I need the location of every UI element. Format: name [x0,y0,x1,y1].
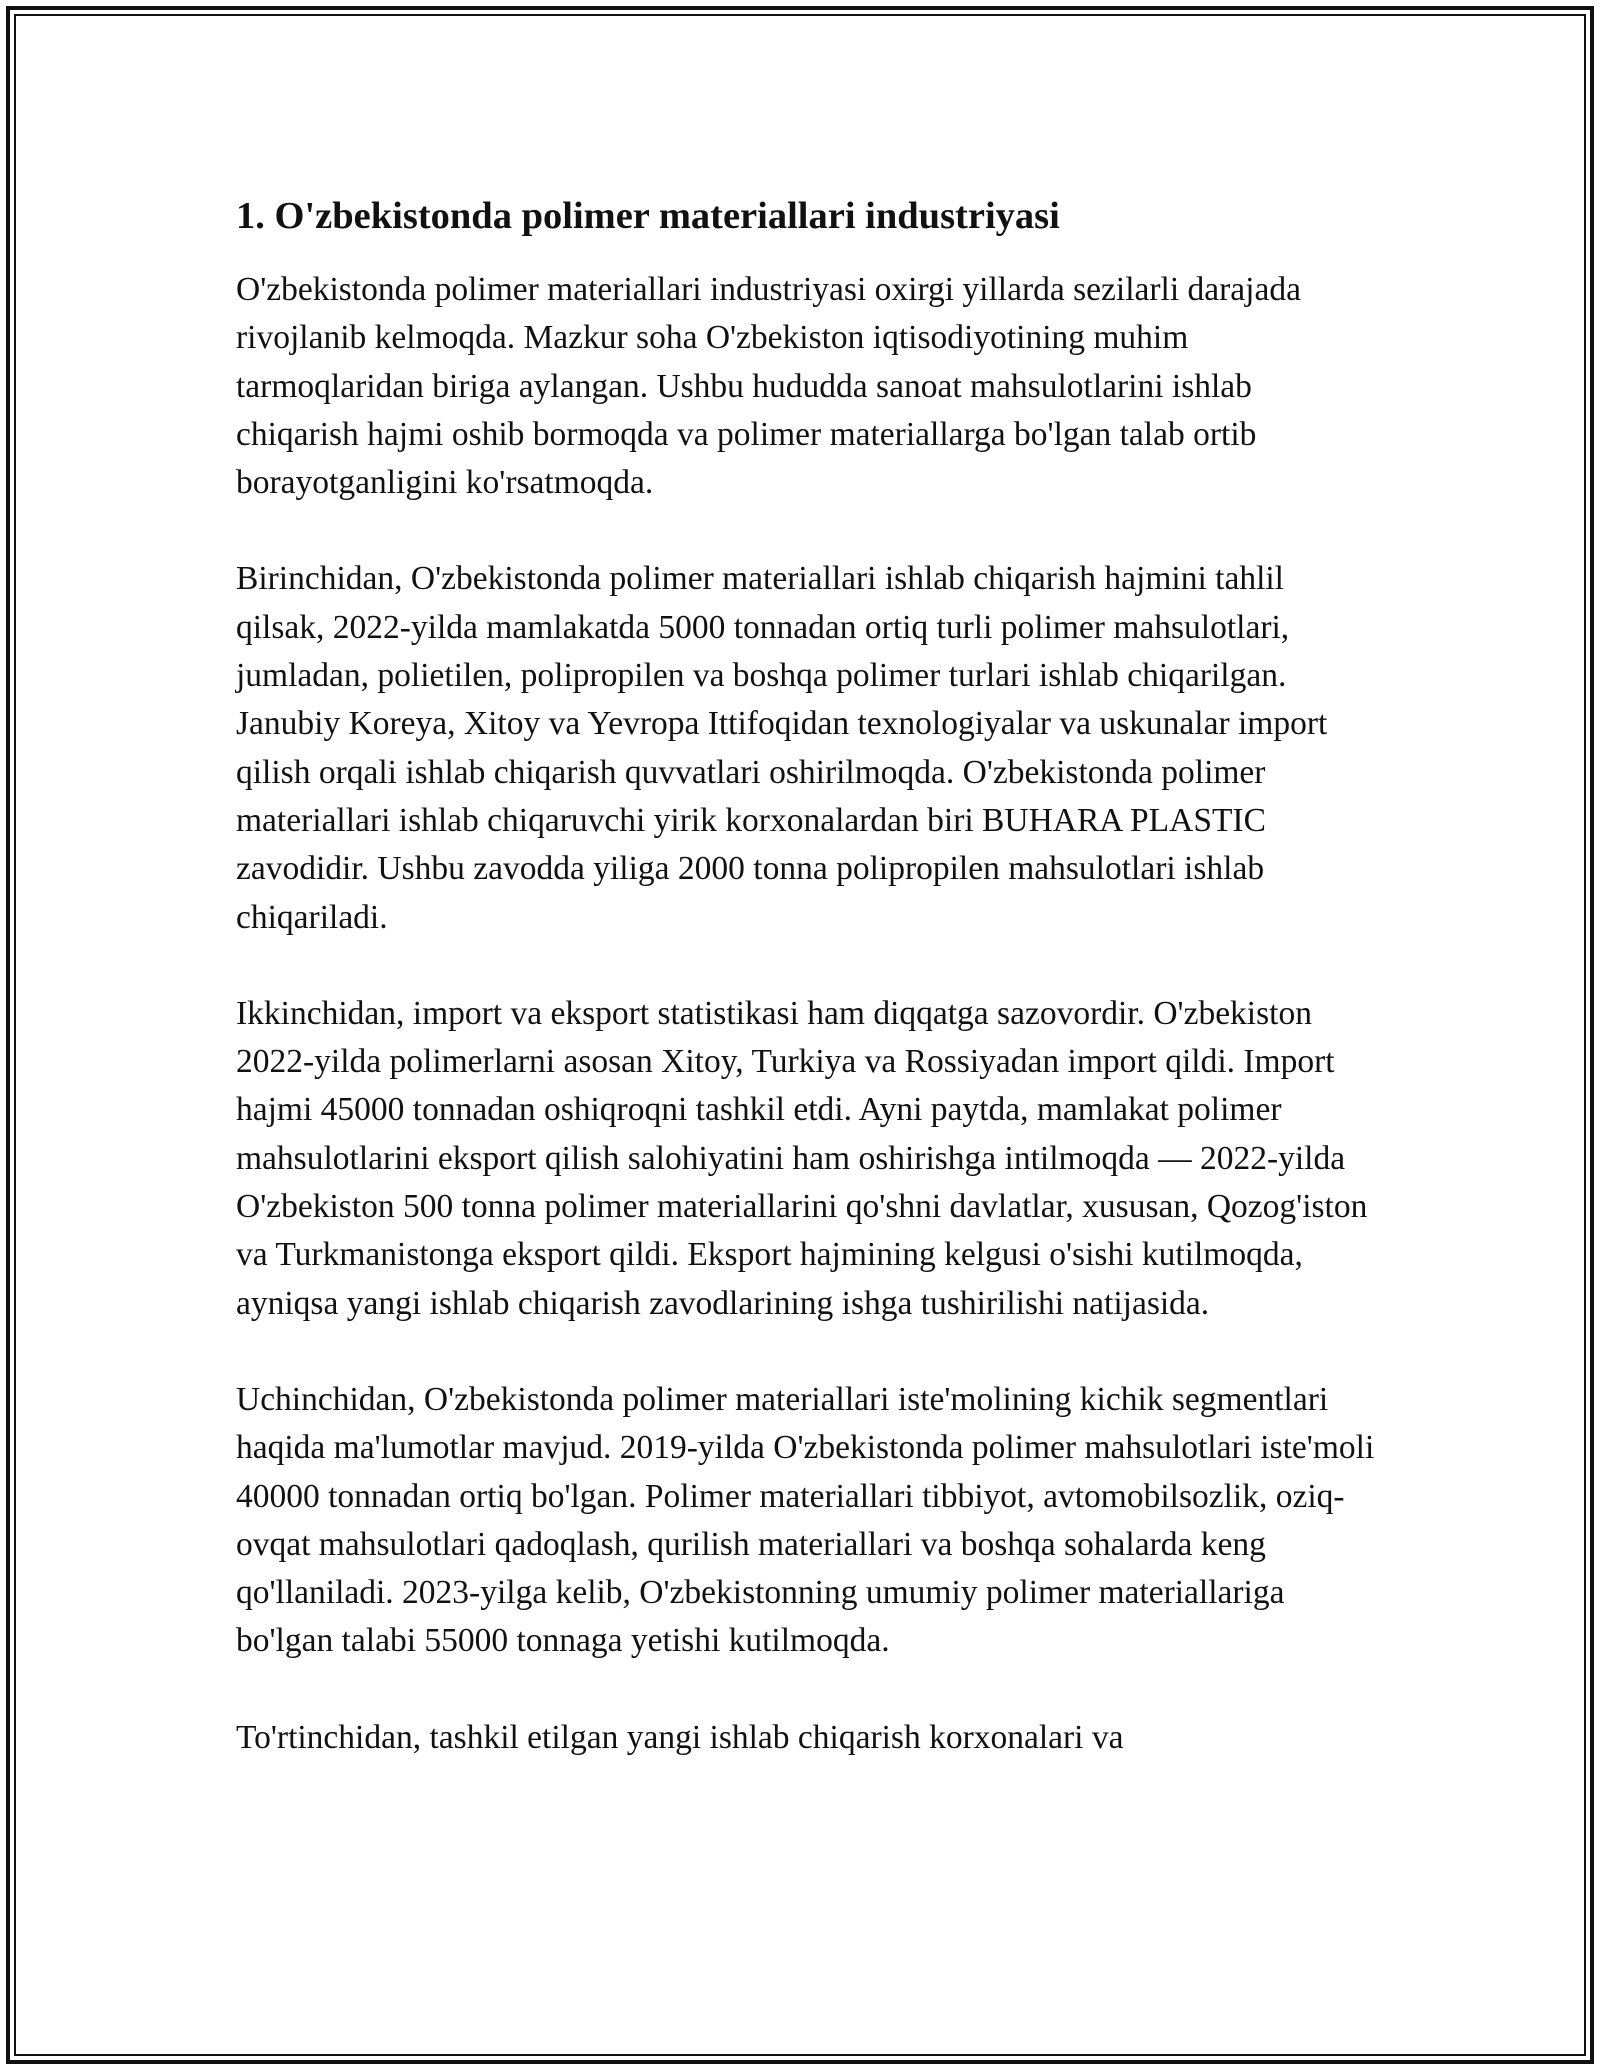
paragraph-fourth: To'rtinchidan, tashkil etilgan yangi ishlab chiqarish korxonalari va [236,1718,1124,1756]
paragraph-intro: O'zbekistonda polimer materiallari industriyasi oxirgi yillarda sezilarli darajada rivojlanib kelmoqda. Mazkur soha O'zbekiston iqtisodiyotining muhim tarmoqlaridan biriga aylangan. Ushbu hududda sanoat mahsulotlarini ishlab chiqarish hajmi oshib bormoqda va polimer materiallarga bo'lgan talab ortib borayotganligini ko'rsatmoqda. [236,271,1301,502]
paragraph-first: Birinchidan, O'zbekistonda polimer materiallari ishlab chiqarish hajmini tahlil qilsak, 2022-yilda mamlakatda 5000 tonnadan ortiq turli polimer mahsulotlari, jumladan, polietilen, polipropilen va boshqa polimer turlari ishlab chiqarilgan. Janubiy Koreya, Xitoy va Yevropa Ittifoqidan texnologiyalar va uskunalar import qilish orqali ishlab chiqarish quvvatlari oshirilmoqda. O'zbekistonda polimer materiallari ishlab chiqaruvchi yirik korxonalardan biri BUHARA PLASTIC zavodidir. Ushbu zavodda yiliga 2000 tonna polipropilen mahsulotlari ishlab chiqariladi. [236,560,1328,936]
paragraph-third: Uchinchidan, O'zbekistonda polimer materiallari iste'molining kichik segmentlari haqida ma'lumotlar mavjud. 2019-yilda O'zbekistonda polimer mahsulotlari iste'moli 40000 tonnadan ortiq bo'lgan. Polimer materiallari tibbiyot, avtomobilsozlik, oziq-ovqat mahsulotlari qadoqlash, qurilish materiallari va boshqa sohalarda keng qo'llaniladi. 2023-yilga kelib, O'zbekistonning umumiy polimer materiallariga bo'lgan talabi 55000 tonnaga yetishi kutilmoqda. [236,1380,1375,1660]
paragraph-second: Ikkinchidan, import va eksport statistikasi ham diqqatga sazovordir. O'zbekiston 2022-yilda polimerlarni asosan Xitoy, Turkiya va Rossiyadan import qildi. Import hajmi 45000 tonnadan oshiqroqni tashkil etdi. Ayni paytda, mamlakat polimer mahsulotlarini eksport qilish salohiyatini ham oshirishga intilmoqda — 2022-yilda O'zbekiston 500 tonna polimer materiallarini qo'shni davlatlar, xususan, Qozog'iston va Turkmanistonga eksport qildi. Eksport hajmining kelgusi o'sishi kutilmoqda, ayniqsa yangi ishlab chiqarish zavodlarining ishga tushirilishi natijasida. [236,994,1368,1322]
document-body [236,188,1376,1762]
section-heading: 1. O'zbekistonda polimer materiallari industriyasi [236,195,1060,237]
